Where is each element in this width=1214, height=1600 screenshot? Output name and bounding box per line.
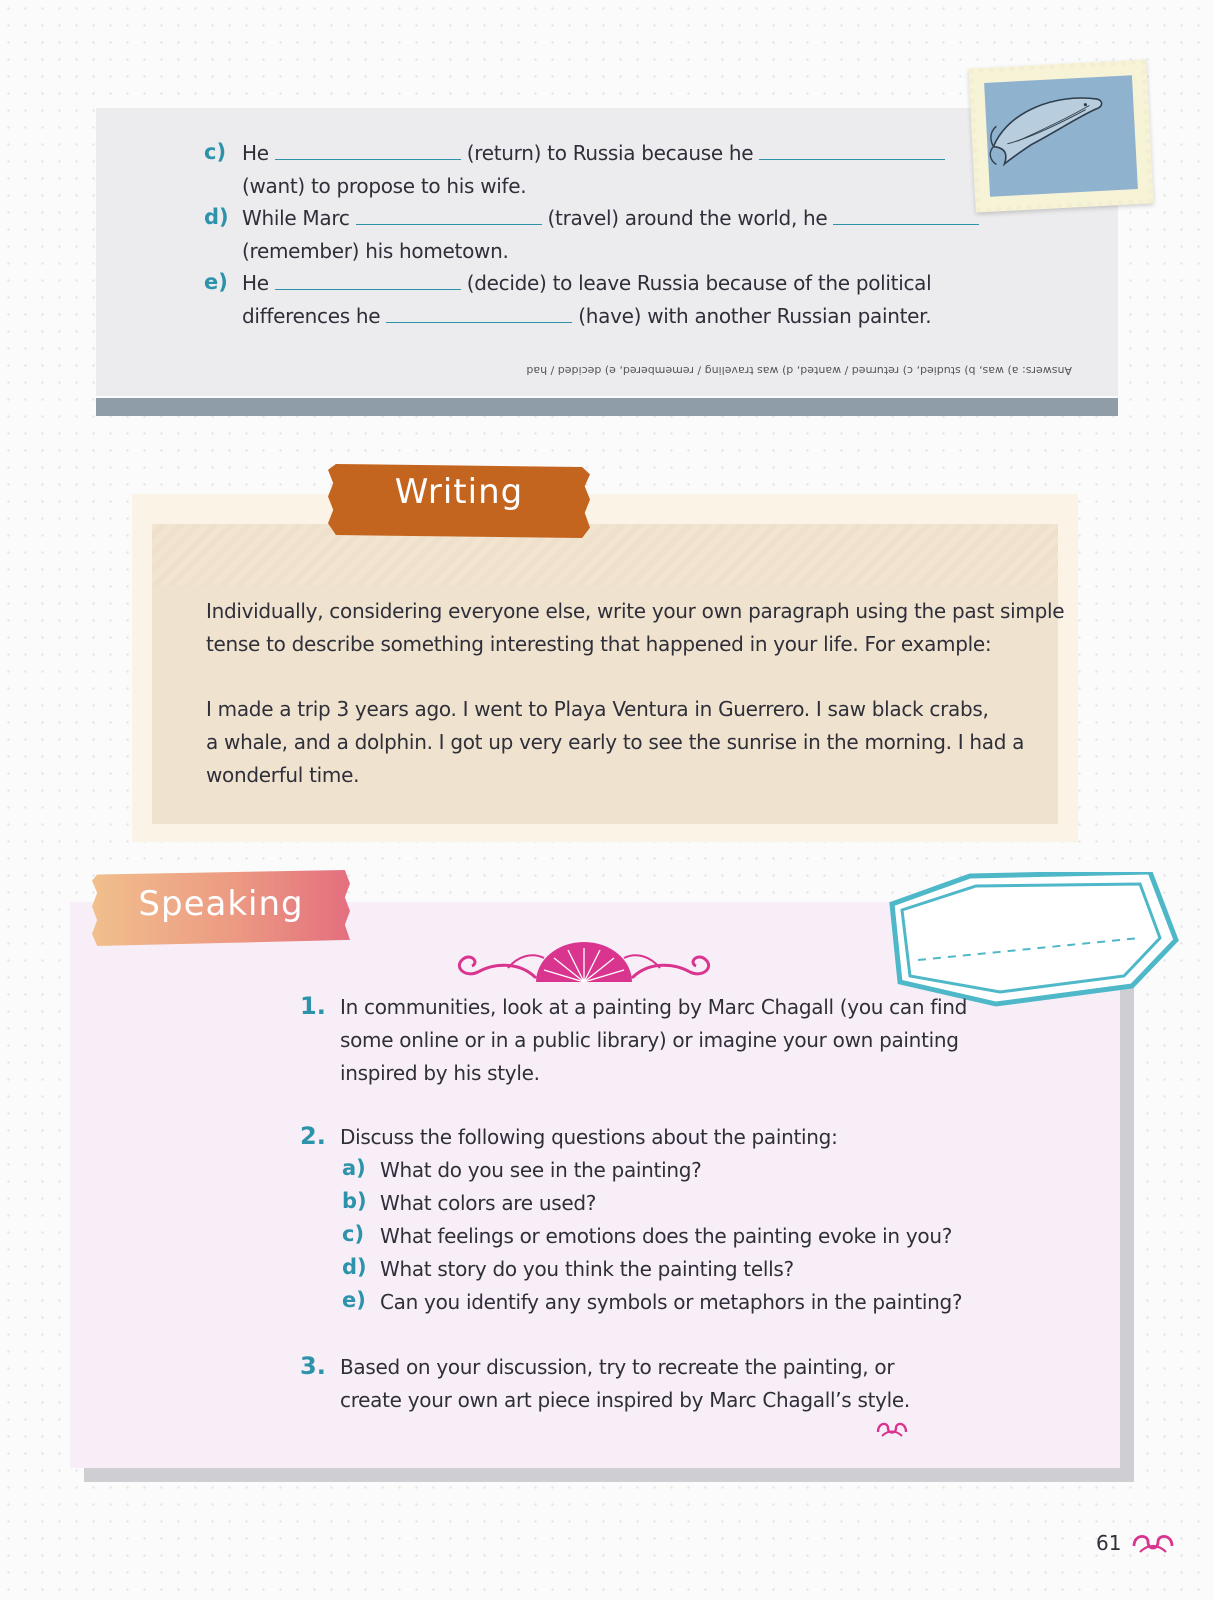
exercise-e-text-d: (have) with another Russian painter. <box>578 304 932 328</box>
exercise-e-text-b: (decide) to leave Russia because of the political <box>466 271 932 295</box>
writing-instruction-line: tense to describe something interesting that happened in your life. For example: <box>206 632 992 656</box>
exercise-e-line1 <box>242 267 931 300</box>
exercise-letter-e: e) <box>204 270 228 294</box>
page-flourish-icon <box>1130 1530 1176 1554</box>
exercise-c-text-b: (return) to Russia because he <box>466 141 754 165</box>
exercise-c-line1 <box>242 137 951 170</box>
question-text: What do you see in the painting? <box>380 1158 702 1182</box>
question-text: What story do you think the painting tells? <box>380 1257 794 1281</box>
question-text: Can you identify any symbols or metaphors in the painting? <box>380 1290 963 1314</box>
blank-input[interactable] <box>759 137 945 160</box>
whale-stamp-icon <box>968 59 1153 212</box>
page-number: 61 <box>1096 1531 1122 1555</box>
writing-example-line: I made a trip 3 years ago. I went to Playa Ventura in Guerrero. I saw black crabs, <box>206 697 989 721</box>
question-text: What colors are used? <box>380 1191 597 1215</box>
exercise-c-line2: (want) to propose to his wife. <box>242 174 527 198</box>
question-letter: c) <box>342 1222 365 1246</box>
question-letter: d) <box>342 1255 367 1279</box>
speaking-step-1-line: some online or in a public library) or imagine your own painting <box>340 1028 959 1052</box>
writing-instruction-line: Individually, considering everyone else, write your own paragraph using the past simple <box>206 599 1065 623</box>
exercise-e-line2 <box>242 300 931 333</box>
exercise-d-text-b: (travel) around the world, he <box>547 206 828 230</box>
speaking-step-number: 3. <box>300 1352 326 1380</box>
question-letter: b) <box>342 1189 367 1213</box>
exercise-letter-d: d) <box>204 205 229 229</box>
speaking-step-2-line: Discuss the following questions about the painting: <box>340 1125 838 1149</box>
answer-key-upside-down: Answers: a) was, b) studied, c) returned / wanted, d) was traveling / remembered, e) decided / had <box>526 364 1072 377</box>
exercise-e-text-a: He <box>242 271 269 295</box>
exercise-box-bottom-bar <box>96 398 1118 416</box>
exercise-d-line1 <box>242 202 985 235</box>
exercise-d-line2: (remember) his hometown. <box>242 239 509 263</box>
blank-input[interactable] <box>275 267 461 290</box>
blank-input[interactable] <box>833 202 979 225</box>
exercise-c-text-a: He <box>242 141 269 165</box>
writing-example-line: wonderful time. <box>206 763 360 787</box>
speaking-step-number: 2. <box>300 1122 326 1150</box>
question-text: What feelings or emotions does the painting evoke in you? <box>380 1224 953 1248</box>
question-letter: a) <box>342 1156 366 1180</box>
speaking-step-number: 1. <box>300 992 326 1020</box>
speaking-step-3-line: create your own art piece inspired by Marc Chagall’s style. <box>340 1388 910 1412</box>
blank-input[interactable] <box>386 300 572 323</box>
blank-input[interactable] <box>356 202 542 225</box>
speaking-step-1-line: In communities, look at a painting by Marc Chagall (you can find <box>340 995 968 1019</box>
exercise-letter-c: c) <box>204 140 227 164</box>
end-flourish-icon <box>874 1418 910 1438</box>
question-letter: e) <box>342 1288 366 1312</box>
exercise-e-text-c: differences he <box>242 304 381 328</box>
writing-example-line: a whale, and a dolphin. I got up very early to see the sunrise in the morning. I had a <box>206 730 1025 754</box>
speaking-step-3-line: Based on your discussion, try to recreate the painting, or <box>340 1355 895 1379</box>
blank-input[interactable] <box>275 137 461 160</box>
writing-section-title: Writing <box>394 472 524 512</box>
speaking-step-1-line: inspired by his style. <box>340 1061 540 1085</box>
ornamental-flourish-icon <box>448 938 720 986</box>
speaking-section-title: Speaking <box>138 884 304 924</box>
exercise-d-text-a: While Marc <box>242 206 350 230</box>
